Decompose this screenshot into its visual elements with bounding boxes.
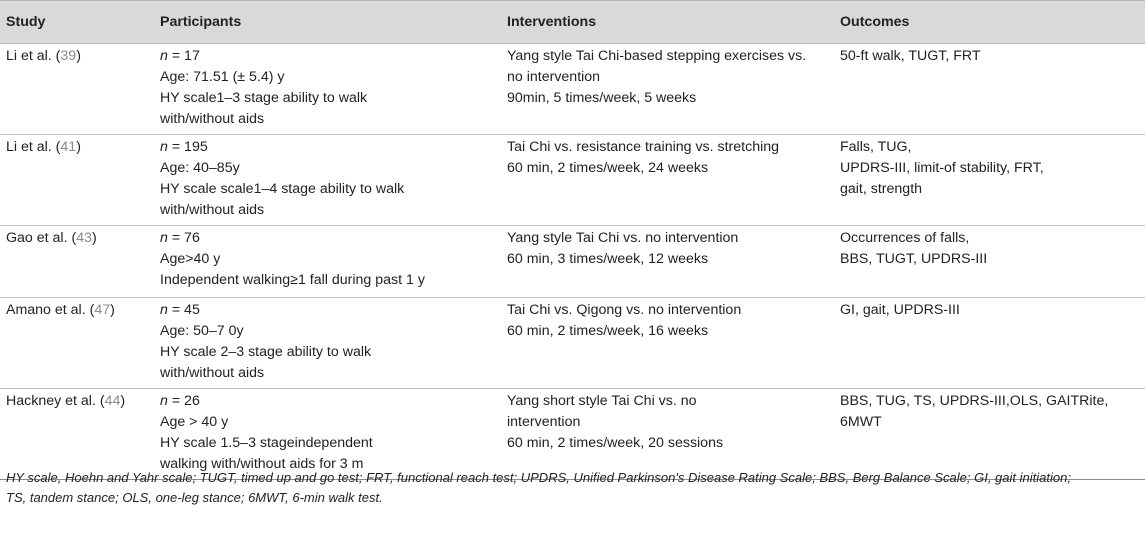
- participants-line: with/without aids: [160, 111, 265, 127]
- study-cell: [0, 226, 160, 298]
- interventions-cell: [507, 226, 840, 298]
- participants-cell: [160, 389, 507, 480]
- participants-cell: [160, 298, 507, 389]
- outcomes-line: GI, gait, UPDRS-III: [840, 302, 960, 318]
- study-cell: [0, 44, 160, 135]
- outcomes-cell: [840, 135, 1145, 226]
- reference-link[interactable]: 41: [60, 139, 77, 155]
- header-study: Study: [0, 1, 160, 44]
- table-row: [0, 298, 1145, 389]
- sample-size: [160, 391, 507, 412]
- table-row: [0, 44, 1145, 135]
- participants-line: with/without aids: [160, 365, 265, 381]
- participants-line: Age > 40 y: [160, 414, 229, 430]
- participants-line: Age: 71.51 (± 5.4) y: [160, 69, 285, 85]
- interventions-cell: [507, 298, 840, 389]
- study-cell: [0, 135, 160, 226]
- header-participants: Participants: [160, 1, 507, 44]
- outcomes-line: Falls, TUG,: [840, 139, 912, 155]
- n-value: = 76: [167, 230, 200, 246]
- participants-line: with/without aids: [160, 202, 265, 218]
- table-row: [0, 226, 1145, 298]
- outcomes-cell: [840, 298, 1145, 389]
- study-close-paren: ): [76, 139, 81, 155]
- outcomes-line: Occurrences of falls,: [840, 230, 970, 246]
- n-symbol: n: [160, 302, 168, 318]
- outcomes-cell: [840, 226, 1145, 298]
- outcomes-line: UPDRS-III, limit-of stability, FRT,: [840, 160, 1044, 176]
- interventions-line: Yang short style Tai Chi vs. no: [507, 393, 697, 409]
- study-name: Hackney et al. (: [6, 393, 105, 409]
- outcomes-line: 50-ft walk, TUGT, FRT: [840, 48, 981, 64]
- interventions-cell: [507, 44, 840, 135]
- interventions-line: 60 min, 2 times/week, 16 weeks: [507, 323, 709, 339]
- table-header-row: [0, 1, 1145, 44]
- interventions-line: Yang style Tai Chi-based stepping exercises vs.: [507, 48, 807, 64]
- study-close-paren: ): [76, 48, 81, 64]
- participants-cell: [160, 135, 507, 226]
- sample-size: [160, 46, 507, 67]
- header-outcomes: Outcomes: [840, 1, 1145, 44]
- interventions-line: 60 min, 3 times/week, 12 weeks: [507, 251, 709, 267]
- outcomes-line: 6MWT: [840, 414, 882, 430]
- outcomes-cell: [840, 389, 1145, 480]
- interventions-line: 90min, 5 times/week, 5 weeks: [507, 90, 697, 106]
- study-close-paren: ): [110, 302, 115, 318]
- table-row: [0, 389, 1145, 480]
- n-symbol: n: [160, 393, 168, 409]
- participants-cell: [160, 44, 507, 135]
- interventions-line: no intervention: [507, 69, 601, 85]
- interventions-cell: [507, 135, 840, 226]
- interventions-line: Yang style Tai Chi vs. no intervention: [507, 230, 739, 246]
- interventions-line: 60 min, 2 times/week, 24 weeks: [507, 160, 709, 176]
- participants-line: HY scale 1.5–3 stageindependent: [160, 435, 373, 451]
- participants-line: HY scale 2–3 stage ability to walk: [160, 344, 372, 360]
- participants-cell: [160, 226, 507, 298]
- table-row: [0, 135, 1145, 226]
- participants-line: HY scale scale1–4 stage ability to walk: [160, 181, 405, 197]
- sample-size: [160, 137, 507, 158]
- participants-line: Age>40 y: [160, 251, 221, 267]
- interventions-line: Tai Chi vs. Qigong vs. no intervention: [507, 302, 742, 318]
- study-name: Gao et al. (: [6, 230, 77, 246]
- n-symbol: n: [160, 48, 168, 64]
- study-close-paren: ): [120, 393, 126, 409]
- participants-line: Age: 50–7 0y: [160, 323, 244, 339]
- sample-size: [160, 300, 507, 321]
- interventions-line: 60 min, 2 times/week, 20 sessions: [507, 435, 724, 451]
- n-value: = 26: [167, 393, 200, 409]
- n-symbol: n: [160, 230, 168, 246]
- header-interventions: Interventions: [507, 1, 840, 44]
- table-footnote: [6, 468, 1138, 508]
- study-cell: [0, 389, 160, 480]
- participants-line: Age: 40–85y: [160, 160, 240, 176]
- reference-link[interactable]: 43: [76, 230, 92, 246]
- study-name: Li et al. (: [6, 48, 61, 64]
- outcomes-cell: [840, 44, 1145, 135]
- outcomes-line: BBS, TUG, TS, UPDRS-III,OLS, GAITRite,: [840, 393, 1109, 409]
- study-name: Li et al. (: [6, 139, 61, 155]
- participants-line: walking with/without aids for 3 m: [160, 456, 364, 472]
- reference-link[interactable]: 47: [94, 302, 111, 318]
- footnote-line: TS, tandem stance; OLS, one-leg stance; 6MWT, 6-min walk test.: [6, 490, 383, 505]
- study-close-paren: ): [91, 230, 97, 246]
- outcomes-line: BBS, TUGT, UPDRS-III: [840, 251, 988, 267]
- participants-line: HY scale1–3 stage ability to walk: [160, 90, 368, 106]
- n-value: = 195: [167, 139, 208, 155]
- n-value: = 45: [167, 302, 200, 318]
- study-name: Amano et al. (: [6, 302, 95, 318]
- participants-line: Independent walking≥1 fall during past 1 y: [160, 272, 425, 288]
- outcomes-line: gait, strength: [840, 181, 923, 197]
- sample-size: [160, 228, 507, 249]
- reference-link[interactable]: 44: [104, 393, 121, 409]
- reference-link[interactable]: 39: [60, 48, 77, 64]
- study-cell: [0, 298, 160, 389]
- interventions-line: intervention: [507, 414, 581, 430]
- interventions-cell: [507, 389, 840, 480]
- n-symbol: n: [160, 139, 168, 155]
- interventions-line: Tai Chi vs. resistance training vs. stretching: [507, 139, 780, 155]
- n-value: = 17: [167, 48, 200, 64]
- footnote-line: HY scale, Hoehn and Yahr scale; TUGT, timed up and go test; FRT, functional reach test; UPDRS, Unified Parkinson's Disease Rating Scale; BBS, Berg Balance Scale; GI, gait initiation;: [6, 470, 1071, 485]
